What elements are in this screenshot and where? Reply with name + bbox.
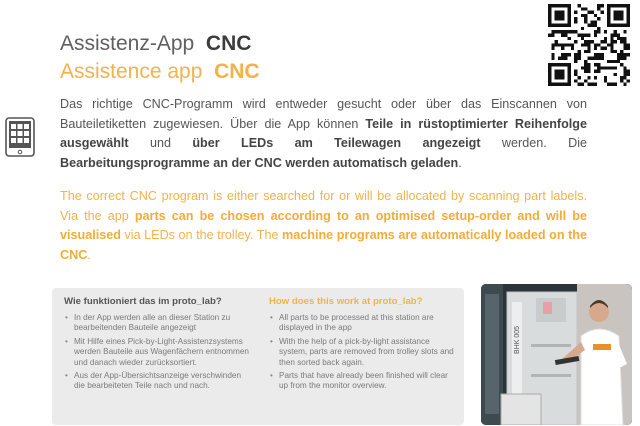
paragraph-german-bold-2: über LEDs am Teilewagen angezeigt — [192, 136, 481, 150]
paragraph-english-text-1: The correct CNC program is either searched for or will be allocated by scanning part labels. Via the app — [60, 189, 587, 223]
paragraph-english-text-2: via LEDs on the trolley. The — [120, 228, 283, 242]
title-german-bold: CNC — [205, 32, 252, 55]
paragraph-german-text-2: und — [128, 136, 193, 150]
paragraph-english-bold-1: parts can be chosen according to an optimised setup-order and will be visualised — [60, 208, 587, 242]
tablet-app-icon — [5, 117, 35, 157]
list-item: • Aus der App-Übersichtsanzeige verschwinden die bearbeiteten Teile nach und nach. — [64, 371, 254, 392]
station-photo — [481, 284, 632, 425]
paragraph-english — [60, 187, 587, 265]
list-item: • Parts that have already been finished will clear up from the monitor overview. — [269, 371, 454, 392]
machine-label: BHK 005 — [514, 325, 521, 354]
title-german — [60, 32, 251, 56]
info-column-english — [269, 296, 454, 395]
list-item: • Mit Hilfe eines Pick-by-Light-Assistenzsystems werden Bauteile aus Wagenfächern entnommen und danach wieder zurücksortiert. — [64, 337, 254, 368]
title-english-bold: CNC — [214, 60, 260, 83]
paragraph-german-text-4: . — [458, 155, 462, 170]
list-item: • In der App werden alle an dieser Station zu bearbeitenden Bauteile angezeigt — [64, 313, 254, 334]
title-german-prefix: Assistenz-App — [60, 32, 195, 55]
info-list-german — [64, 313, 254, 392]
paragraph-german-bold-1: Teile in rüstoptimierter Reihenfolge ausgewählt — [60, 116, 587, 150]
qr-code-icon[interactable] — [548, 4, 630, 86]
paragraph-german-text-3: werden. Die — [480, 136, 588, 150]
info-column-german — [64, 296, 254, 395]
title-english-prefix: Assistence app — [60, 60, 203, 83]
info-title-german: Wie funktioniert das im proto_lab? — [64, 296, 222, 307]
list-item: • All parts to be processed at this station are displayed in the app — [269, 313, 454, 334]
paragraph-german — [60, 95, 587, 173]
title-english — [60, 60, 260, 84]
station-photo-illustration — [481, 284, 632, 425]
paragraph-german-bold-3: Bearbeitungsprogramme an der CNC werden automatisch geladen — [60, 155, 459, 170]
info-title-english: How does this work at proto_lab? — [269, 296, 423, 307]
paragraph-english-bold-2: machine programs are automatically loaded on the CNC — [60, 228, 587, 262]
paragraph-german-text-1: Das richtige CNC-Programm wird entweder gesucht oder über das Einscannen von Bauteiletiketten zugewiesen. Über die App können — [60, 97, 587, 131]
list-item: • With the help of a pick-by-light assistance system, parts are removed from trolley slots and then sorted back again. — [269, 337, 454, 368]
info-box — [52, 288, 464, 425]
paragraph-english-text-3: . — [87, 247, 91, 262]
info-list-english — [269, 313, 454, 392]
